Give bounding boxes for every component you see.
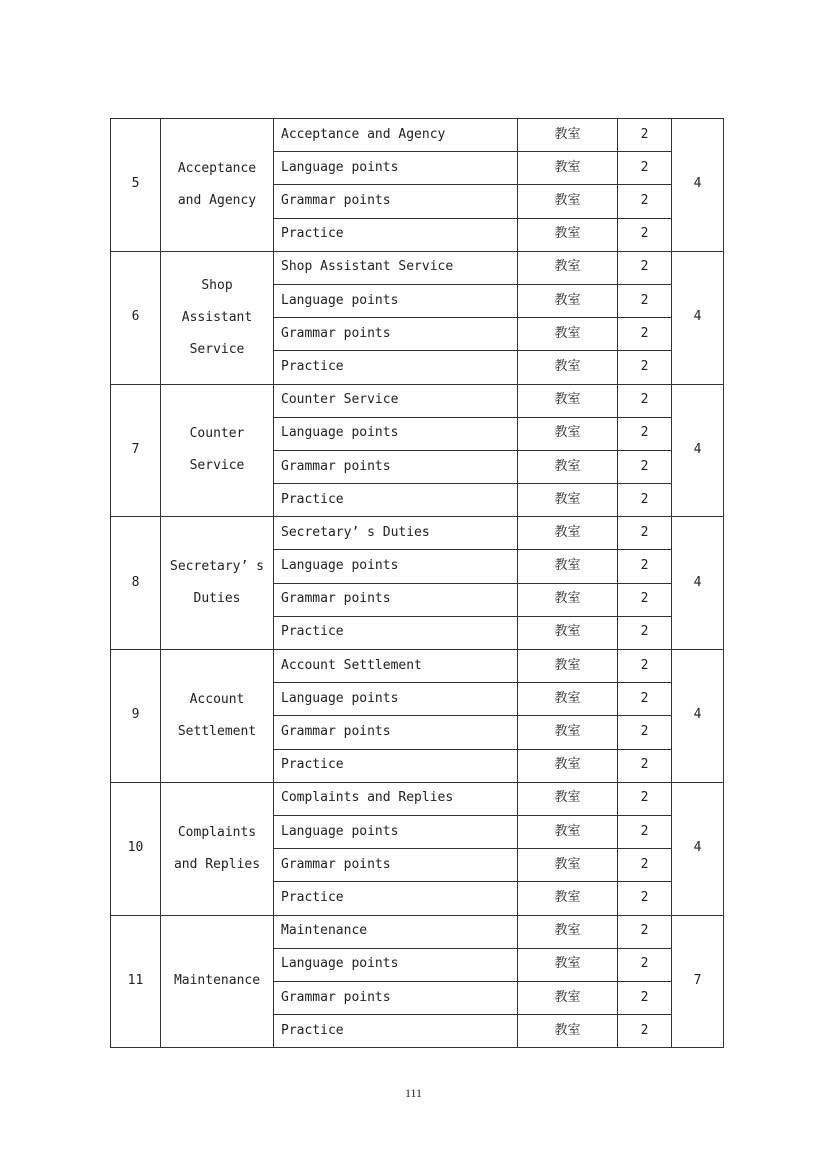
lesson-number: 11: [111, 915, 161, 1048]
topic-cell: Acceptance and Agency: [274, 119, 518, 152]
hours-cell: 2: [618, 384, 672, 417]
unit-title-line: Counter: [189, 426, 245, 442]
location-cell: 教室: [518, 1015, 618, 1048]
hours-cell: 2: [618, 650, 672, 683]
unit-title-line: and Agency: [177, 192, 257, 208]
location-cell: 教室: [518, 981, 618, 1014]
unit-title-line: Service: [189, 341, 245, 357]
location-cell: 教室: [518, 616, 618, 649]
topic-cell: Grammar points: [274, 981, 518, 1014]
location-cell: 教室: [518, 650, 618, 683]
location-cell: 教室: [518, 251, 618, 284]
hours-cell: 2: [618, 981, 672, 1014]
page-number: 111: [404, 1086, 423, 1100]
topic-cell: Grammar points: [274, 583, 518, 616]
topic-cell: Practice: [274, 351, 518, 384]
table-row: [111, 517, 724, 550]
topic-cell: Maintenance: [274, 915, 518, 948]
location-cell: 教室: [518, 550, 618, 583]
hours-cell: 2: [618, 251, 672, 284]
total-hours-cell: 4: [672, 119, 724, 252]
location-cell: 教室: [518, 284, 618, 317]
topic-cell: Secretary’ s Duties: [274, 517, 518, 550]
topic-cell: Complaints and Replies: [274, 782, 518, 815]
unit-title-line: Service: [189, 458, 245, 474]
topic-cell: Practice: [274, 218, 518, 251]
hours-cell: 2: [618, 218, 672, 251]
unit-title: [161, 915, 274, 1048]
lesson-number: 10: [111, 782, 161, 915]
unit-title-line: and Replies: [173, 856, 261, 872]
hours-cell: 2: [618, 351, 672, 384]
hours-cell: 2: [618, 417, 672, 450]
topic-cell: Grammar points: [274, 185, 518, 218]
topic-cell: Practice: [274, 882, 518, 915]
location-cell: 教室: [518, 351, 618, 384]
topic-cell: Language points: [274, 948, 518, 981]
total-hours-cell: 4: [672, 517, 724, 650]
location-cell: 教室: [518, 915, 618, 948]
total-hours-cell: 4: [672, 782, 724, 915]
location-cell: 教室: [518, 882, 618, 915]
lesson-number: 6: [111, 251, 161, 384]
topic-cell: Language points: [274, 815, 518, 848]
table-row: [111, 915, 724, 948]
unit-title-line: Maintenance: [173, 973, 261, 989]
total-hours-cell: 7: [672, 915, 724, 1048]
total-hours-cell: 4: [672, 384, 724, 517]
topic-cell: Practice: [274, 616, 518, 649]
lesson-number: 8: [111, 517, 161, 650]
unit-title-line: Account: [189, 691, 245, 707]
hours-cell: 2: [618, 849, 672, 882]
hours-cell: 2: [618, 815, 672, 848]
hours-cell: 2: [618, 948, 672, 981]
hours-cell: 2: [618, 1015, 672, 1048]
lesson-number: 9: [111, 650, 161, 783]
topic-cell: Language points: [274, 152, 518, 185]
table-row: [111, 384, 724, 417]
hours-cell: 2: [618, 616, 672, 649]
total-hours-cell: 4: [672, 650, 724, 783]
topic-cell: Shop Assistant Service: [274, 251, 518, 284]
hours-cell: 2: [618, 152, 672, 185]
hours-cell: 2: [618, 550, 672, 583]
unit-title: [161, 119, 274, 252]
unit-title: [161, 384, 274, 517]
schedule-table: [110, 118, 724, 1048]
location-cell: 教室: [518, 683, 618, 716]
location-cell: 教室: [518, 450, 618, 483]
unit-title-line: Settlement: [177, 723, 257, 739]
topic-cell: Language points: [274, 417, 518, 450]
location-cell: 教室: [518, 815, 618, 848]
lesson-number: 5: [111, 119, 161, 252]
table-row: [111, 119, 724, 152]
unit-title-line: Acceptance: [177, 160, 257, 176]
topic-cell: Grammar points: [274, 318, 518, 351]
location-cell: 教室: [518, 583, 618, 616]
table-row: [111, 650, 724, 683]
hours-cell: 2: [618, 749, 672, 782]
hours-cell: 2: [618, 782, 672, 815]
topic-cell: Account Settlement: [274, 650, 518, 683]
unit-title-line: Assistant: [181, 309, 253, 325]
hours-cell: 2: [618, 683, 672, 716]
unit-title-line: Shop: [201, 277, 233, 293]
location-cell: 教室: [518, 782, 618, 815]
topic-cell: Practice: [274, 484, 518, 517]
hours-cell: 2: [618, 185, 672, 218]
location-cell: 教室: [518, 749, 618, 782]
total-hours-cell: 4: [672, 251, 724, 384]
location-cell: 教室: [518, 716, 618, 749]
unit-title-line: Duties: [193, 591, 241, 607]
hours-cell: 2: [618, 450, 672, 483]
table-row: [111, 782, 724, 815]
hours-cell: 2: [618, 318, 672, 351]
hours-cell: 2: [618, 583, 672, 616]
hours-cell: 2: [618, 284, 672, 317]
location-cell: 教室: [518, 417, 618, 450]
unit-title-line: Complaints: [177, 824, 257, 840]
location-cell: 教室: [518, 948, 618, 981]
unit-title: [161, 650, 274, 783]
topic-cell: Practice: [274, 749, 518, 782]
location-cell: 教室: [518, 484, 618, 517]
location-cell: 教室: [518, 185, 618, 218]
topic-cell: Language points: [274, 550, 518, 583]
table-row: [111, 251, 724, 284]
location-cell: 教室: [518, 218, 618, 251]
location-cell: 教室: [518, 119, 618, 152]
topic-cell: Practice: [274, 1015, 518, 1048]
topic-cell: Grammar points: [274, 716, 518, 749]
unit-title-line: Secretary’ s: [170, 559, 264, 575]
hours-cell: 2: [618, 484, 672, 517]
topic-cell: Language points: [274, 683, 518, 716]
location-cell: 教室: [518, 152, 618, 185]
location-cell: 教室: [518, 318, 618, 351]
unit-title: [161, 782, 274, 915]
lesson-number: 7: [111, 384, 161, 517]
hours-cell: 2: [618, 119, 672, 152]
topic-cell: Grammar points: [274, 450, 518, 483]
unit-title: [161, 251, 274, 384]
topic-cell: Counter Service: [274, 384, 518, 417]
topic-cell: Grammar points: [274, 849, 518, 882]
topic-cell: Language points: [274, 284, 518, 317]
hours-cell: 2: [618, 517, 672, 550]
hours-cell: 2: [618, 915, 672, 948]
location-cell: 教室: [518, 517, 618, 550]
hours-cell: 2: [618, 882, 672, 915]
hours-cell: 2: [618, 716, 672, 749]
unit-title: [161, 517, 274, 650]
location-cell: 教室: [518, 849, 618, 882]
location-cell: 教室: [518, 384, 618, 417]
